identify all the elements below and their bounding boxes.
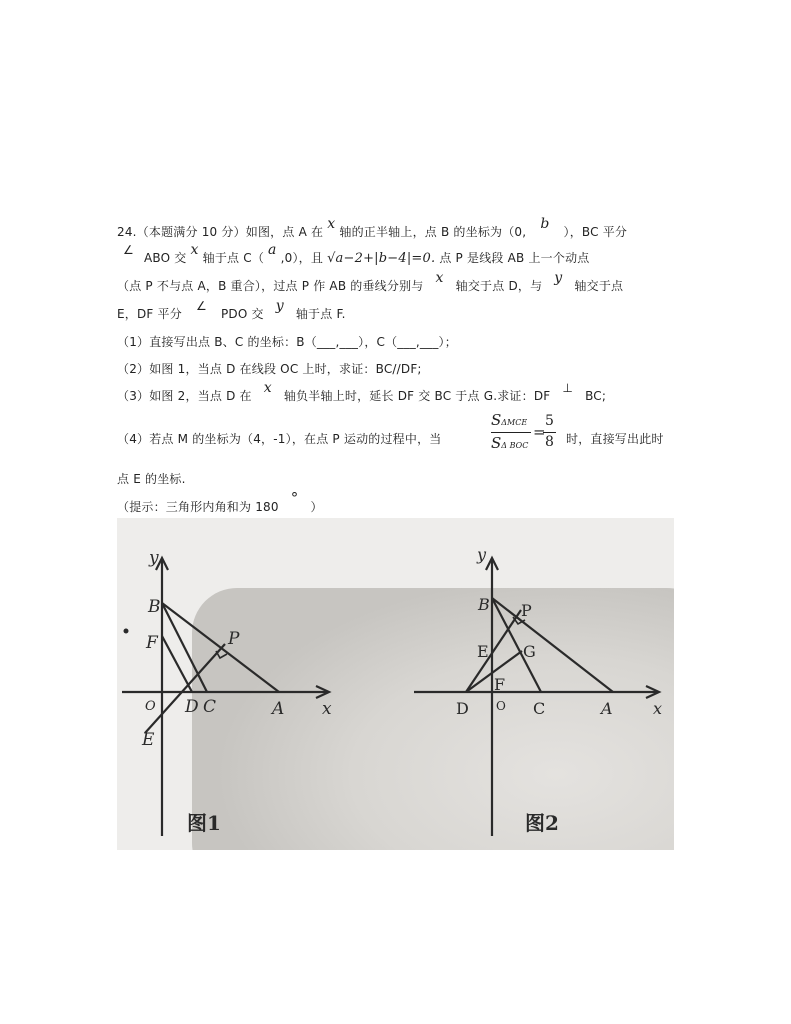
angle-symbol: ∠ — [123, 243, 134, 257]
denominator: 8 — [545, 434, 554, 450]
figure-1-caption: 图1 — [187, 811, 221, 835]
var-a: a — [268, 242, 277, 258]
label-o: O — [496, 699, 506, 713]
var-y: y — [554, 270, 563, 286]
text: BC; — [585, 389, 607, 403]
var-x: x — [327, 216, 336, 232]
var-b: b — [540, 216, 550, 232]
question-1: （1）直接写出点 B、C 的坐标：B（___,___），C（___,___）； — [117, 335, 457, 349]
text: ） — [310, 500, 323, 514]
subscript: Δ BOC — [501, 441, 529, 450]
text: 轴负半轴上时，延长 DF 交 BC 于点 G.求证：DF — [283, 389, 551, 403]
problem-line-4 — [117, 298, 346, 322]
label-p: P — [228, 629, 240, 649]
question-4-tail: 时，直接写出此时 — [566, 432, 664, 446]
subscript: ΔMCE — [501, 418, 528, 427]
label-a: A — [272, 699, 285, 719]
text: 轴交于点 D，与 — [455, 279, 543, 293]
numerator: 5 — [545, 413, 554, 429]
problem-line-2 — [117, 242, 590, 266]
equals-sign: = — [533, 423, 546, 441]
label-b: B — [478, 595, 490, 614]
question-4 — [117, 430, 441, 447]
text: （点 P 不与点 A，B 重合），过点 P 作 AB 的垂线分别与 — [117, 279, 424, 293]
label-y: y — [477, 545, 487, 564]
figure-photo — [117, 518, 674, 850]
figure-2-caption: 图2 — [525, 811, 559, 835]
equation: √a−2+|b−4|=0. — [327, 251, 436, 266]
text: ,0），且 — [280, 251, 324, 265]
label-c: C — [533, 699, 546, 718]
label-x: x — [653, 699, 663, 718]
label-e: E — [477, 642, 489, 661]
label-a: A — [601, 699, 613, 718]
problem-line-1 — [117, 216, 628, 240]
label-f: F — [494, 675, 506, 694]
label-x: x — [322, 699, 332, 719]
var-y: y — [275, 298, 284, 314]
label-d: D — [185, 697, 199, 717]
var-x: x — [190, 242, 199, 258]
text: 轴于点 F. — [295, 307, 346, 321]
question-2: （2）如图 1，当点 D 在线段 OC 上时，求证：BC//DF; — [117, 362, 422, 376]
degree-symbol: ° — [290, 489, 299, 507]
label-c: C — [203, 697, 217, 717]
label-d: D — [456, 699, 469, 718]
angle-symbol: ∠ — [195, 299, 207, 313]
text: ），BC 平分 — [563, 225, 628, 239]
area-symbol: S — [491, 434, 502, 452]
label-b: B — [148, 597, 161, 617]
label-o: O — [145, 699, 156, 714]
text: 点 P 是线段 AB 上一个动点 — [439, 251, 590, 265]
text: （4）若点 M 的坐标为（4，-1），在点 P 运动的过程中，当 — [117, 432, 442, 446]
var-x: x — [263, 380, 272, 396]
area-symbol: S — [491, 411, 502, 429]
text: （提示：三角形内角和为 180 — [117, 500, 279, 514]
text: 24.（本题满分 10 分）如图，点 A 在 — [117, 225, 324, 239]
question-3 — [117, 380, 607, 404]
text: （3）如图 2，当点 D 在 — [117, 389, 252, 403]
text: ABO 交 — [143, 251, 187, 265]
area-ratio-formula — [491, 411, 559, 455]
label-e: E — [142, 730, 155, 750]
problem-line-3 — [117, 270, 624, 294]
label-p: P — [521, 601, 532, 620]
hint — [117, 489, 323, 515]
label-f: F — [146, 633, 158, 653]
dot-mark — [124, 629, 129, 634]
perp-symbol: ⊥ — [562, 381, 574, 395]
text: 轴交于点 — [574, 279, 624, 293]
text: PDO 交 — [220, 307, 264, 321]
text: 轴于点 C（ — [202, 251, 265, 265]
label-y: y — [149, 548, 159, 568]
question-4-end: 点 E 的坐标. — [117, 472, 186, 486]
text: E，DF 平分 — [117, 307, 182, 321]
text: 轴的正半轴上，点 B 的坐标为（0, — [339, 225, 527, 239]
figure-drawing — [117, 518, 674, 850]
var-x: x — [435, 270, 444, 286]
label-g: G — [523, 642, 536, 661]
